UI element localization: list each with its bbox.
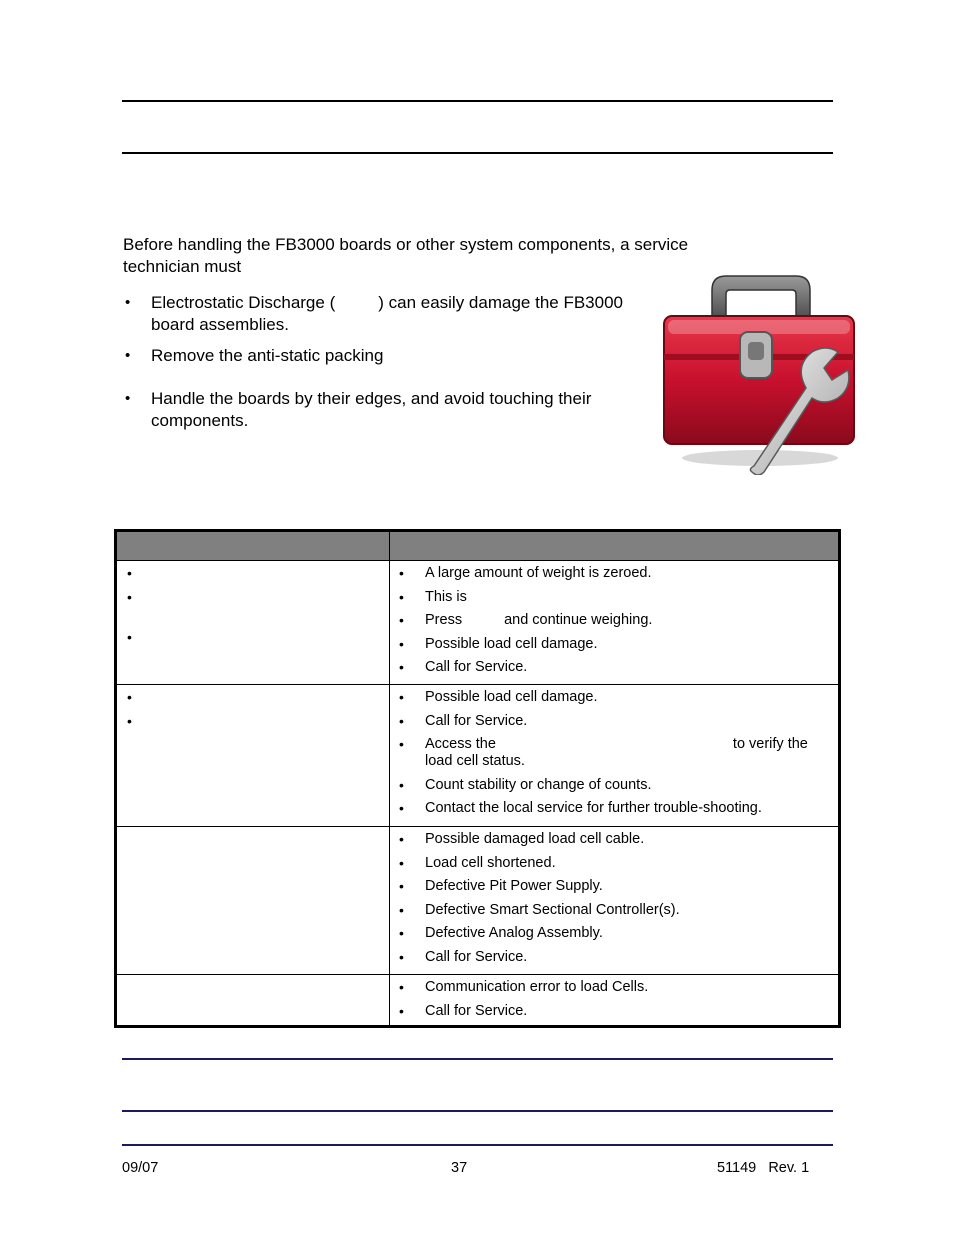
bullet-antistatic: • Remove the anti-static packing bbox=[125, 346, 384, 365]
table-row bbox=[116, 685, 840, 827]
header-rule-top bbox=[122, 100, 833, 102]
toolbox-wrench-icon bbox=[660, 270, 860, 475]
bullet-edges: • Handle the boards by their edges, and avoid touching their components. bbox=[125, 389, 592, 430]
list-item: • Press and continue weighing. bbox=[399, 612, 653, 628]
list-item: • Contact the local service for further trouble-shooting. bbox=[399, 800, 762, 816]
list-item: • Possible damaged load cell cable. bbox=[399, 831, 645, 847]
table-row bbox=[116, 561, 840, 685]
table-cell-condition bbox=[116, 975, 390, 1027]
table-header-row bbox=[116, 531, 840, 561]
list-item: • A large amount of weight is zeroed. bbox=[399, 565, 652, 581]
list-item: • Call for Service. bbox=[399, 712, 528, 729]
list-item: • Load cell shortened. bbox=[399, 854, 556, 871]
list-item: • Possible load cell damage. bbox=[399, 689, 598, 705]
footer-rule bbox=[122, 1144, 833, 1146]
table-row bbox=[116, 827, 840, 975]
list-item: • Access the to verify the load cell status. bbox=[399, 736, 808, 769]
table-cell-action bbox=[390, 561, 840, 685]
list-item: • Possible load cell damage. bbox=[399, 635, 598, 652]
list-item: • Defective Pit Power Supply. bbox=[399, 878, 603, 894]
footer-page-number: 37 bbox=[451, 1160, 468, 1176]
table-cell-condition: • • bbox=[116, 685, 390, 827]
table-cell-action bbox=[390, 827, 840, 975]
footer-date: 09/07 bbox=[122, 1160, 159, 1176]
list-item: • Count stability or change of counts. bbox=[399, 776, 652, 793]
list-item: • Call for Service. bbox=[399, 948, 528, 965]
list-item: • This is bbox=[399, 588, 467, 605]
intro-paragraph: Before handling the FB3000 boards or other system components, a service technician must bbox=[123, 235, 689, 276]
table-header-action bbox=[390, 531, 840, 561]
table-header-condition bbox=[116, 531, 390, 561]
note-rule-top bbox=[122, 1058, 833, 1060]
table-cell-action bbox=[390, 685, 840, 827]
footer-doc-number: 51149 Rev. 1 bbox=[717, 1160, 810, 1176]
list-item: • Call for Service. bbox=[399, 659, 528, 675]
header-rule-bottom bbox=[122, 152, 833, 154]
note-rule-bottom bbox=[122, 1110, 833, 1112]
list-item: • Defective Analog Assembly. bbox=[399, 925, 603, 941]
list-item: • Call for Service. bbox=[399, 1002, 528, 1019]
table-cell-condition: • • • bbox=[116, 561, 390, 685]
bullet-esd: • Electrostatic Discharge ( ) can easily damage the FB3000 board assemblies. bbox=[125, 293, 623, 334]
table-row bbox=[116, 975, 840, 1027]
table-cell-condition bbox=[116, 827, 390, 975]
table-cell-action bbox=[390, 975, 840, 1027]
error-table bbox=[114, 529, 841, 1028]
list-item: • Communication error to load Cells. bbox=[399, 979, 649, 995]
handling-bullets bbox=[123, 292, 663, 432]
list-item: • Defective Smart Sectional Controller(s). bbox=[399, 901, 680, 918]
